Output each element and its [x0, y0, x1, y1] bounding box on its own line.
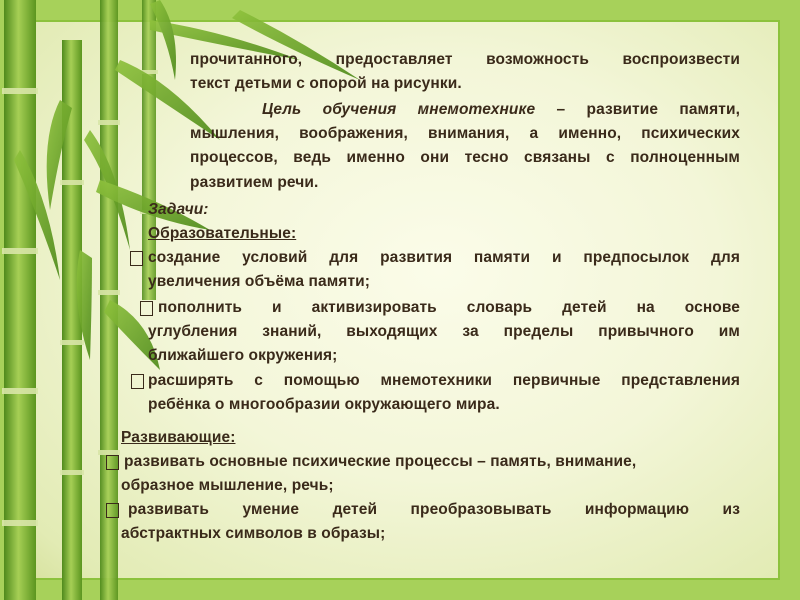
- tasks-heading: Задачи:: [148, 201, 209, 218]
- developing-heading: Развивающие:: [121, 429, 236, 446]
- goal-line: [262, 98, 740, 123]
- educational-item: создание условий для развития памяти и предпосылок для: [148, 249, 740, 266]
- developing-item: абстрактных символов в образы;: [121, 525, 386, 542]
- developing-item: развивать умение детей преобразовывать информацию из: [128, 501, 740, 518]
- bullet-icon: [131, 374, 144, 389]
- goal-line: процессов, ведь именно они тесно связаны с полноценным: [190, 149, 740, 166]
- educational-item: ближайшего окружения;: [148, 347, 338, 364]
- goal-line: мышления, воображения, внимания, а именно, психических: [190, 125, 740, 142]
- educational-item: расширять с помощью мнемотехники первичные представления: [148, 372, 740, 389]
- intro-line: текст детьми с опорой на рисунки.: [190, 75, 462, 92]
- bullet-icon: [140, 301, 153, 316]
- goal-line: развитием речи.: [190, 174, 319, 191]
- bullet-icon: [106, 503, 119, 518]
- educational-item: углубления знаний, выходящих за пределы привычного им: [148, 323, 740, 340]
- developing-item: образное мышление, речь;: [121, 477, 334, 494]
- bullet-icon: [130, 251, 143, 266]
- bullet-icon: [106, 455, 119, 470]
- developing-item: развивать основные психические процессы – память, внимание,: [124, 453, 637, 470]
- educational-item: увеличения объёма памяти;: [148, 273, 371, 290]
- intro-line: прочитанного, предоставляет возможность воспроизвести: [190, 51, 740, 68]
- goal-text: – развитие памяти,: [556, 101, 740, 118]
- educational-item: пополнить и активизировать словарь детей на основе: [158, 299, 740, 316]
- goal-label: Цель обучения мнемотехнике: [262, 101, 536, 118]
- educational-heading: Образовательные:: [148, 225, 297, 242]
- educational-item: ребёнка о многообразии окружающего мира.: [148, 396, 500, 413]
